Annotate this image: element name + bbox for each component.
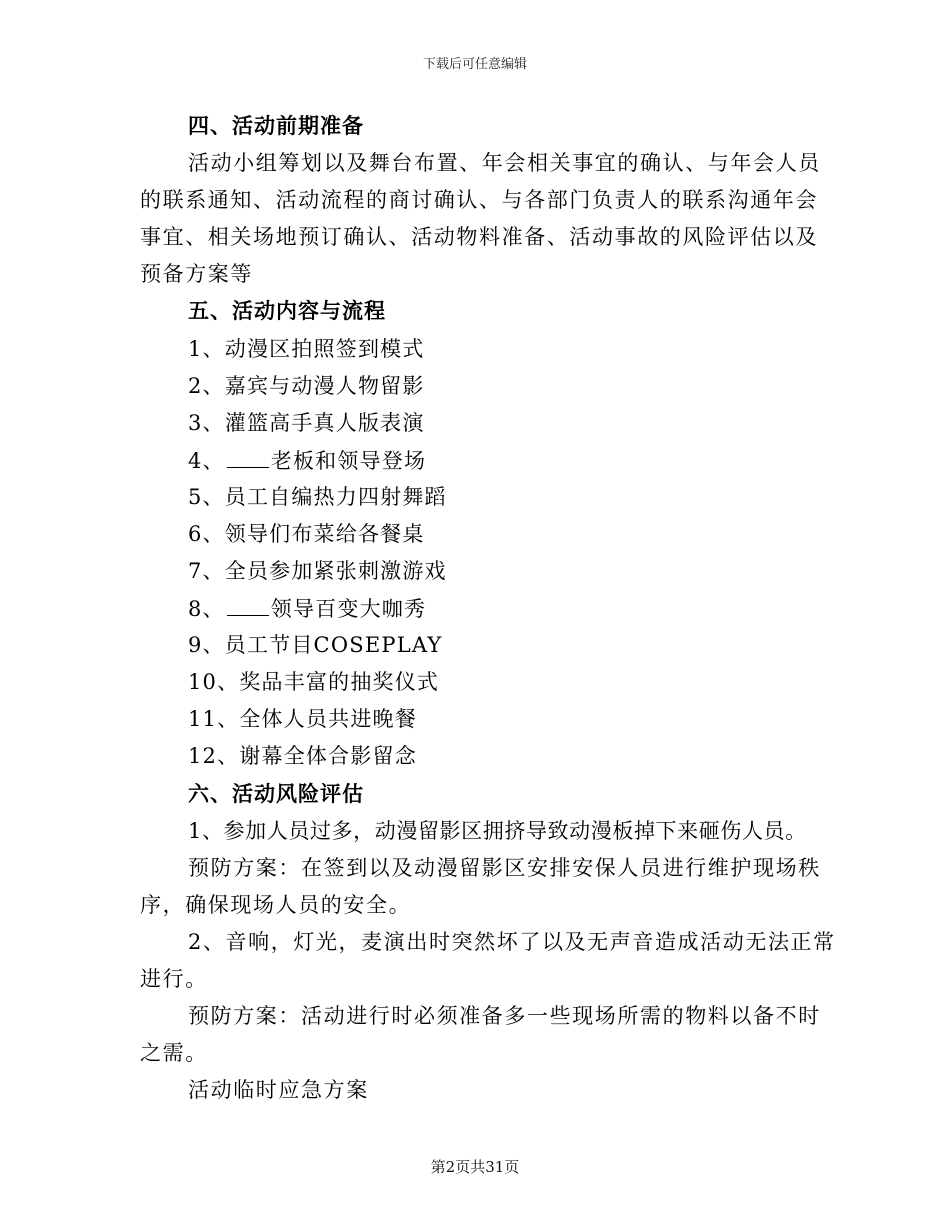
page-number-footer: 第2页共31页 bbox=[430, 1158, 520, 1176]
list-item: 9、员工节目COSEPLAY bbox=[188, 633, 443, 657]
list-item: 12、谢幕全体合影留念 bbox=[188, 744, 417, 768]
risk-item: 1、参加人员过多，动漫留影区拥挤导致动漫板掉下来砸伤人员。 bbox=[188, 819, 807, 843]
list-item: 10、奖品丰富的抽奖仪式 bbox=[188, 670, 440, 694]
risk-item-continuation: 进行。 bbox=[140, 967, 208, 991]
list-item: 1、动漫区拍照签到模式 bbox=[188, 337, 425, 361]
paragraph-line: 预备方案等 bbox=[140, 262, 253, 286]
list-item-text: 老板和领导登场 bbox=[270, 449, 427, 473]
paragraph-line: 活动小组筹划以及舞台布置、年会相关事宜的确认、与年会人员 bbox=[188, 151, 821, 175]
list-item bbox=[188, 595, 426, 622]
list-item: 5、员工自编热力四射舞蹈 bbox=[188, 485, 447, 509]
prevention-line: 预防方案：活动进行时必须准备多一些现场所需的物料以备不时 bbox=[188, 1004, 821, 1028]
fill-in-blank bbox=[227, 447, 269, 468]
section-heading-preparation: 四、活动前期准备 bbox=[188, 114, 364, 138]
list-item: 6、领导们布菜给各餐桌 bbox=[188, 522, 425, 546]
emergency-plan-title: 活动临时应急方案 bbox=[188, 1078, 369, 1102]
list-item: 3、灌篮高手真人版表演 bbox=[188, 411, 425, 435]
list-item: 2、嘉宾与动漫人物留影 bbox=[188, 374, 425, 398]
list-item-number: 8、 bbox=[188, 597, 225, 621]
prevention-line: 序，确保现场人员的安全。 bbox=[140, 893, 412, 917]
list-item: 11、全体人员共进晚餐 bbox=[188, 707, 417, 731]
list-item-text: 领导百变大咖秀 bbox=[270, 597, 427, 621]
list-item bbox=[188, 447, 426, 474]
prevention-line: 预防方案：在签到以及动漫留影区安排安保人员进行维护现场秩 bbox=[188, 856, 821, 880]
fill-in-blank bbox=[227, 595, 269, 616]
section-heading-risk-assessment: 六、活动风险评估 bbox=[188, 782, 364, 806]
prevention-line: 之需。 bbox=[140, 1041, 208, 1065]
list-item: 7、全员参加紧张刺激游戏 bbox=[188, 559, 447, 583]
paragraph-line: 的联系通知、活动流程的商讨确认、与各部门负责人的联系沟通年会 bbox=[140, 188, 818, 212]
section-heading-content-flow: 五、活动内容与流程 bbox=[188, 299, 386, 323]
paragraph-line: 事宜、相关场地预订确认、活动物料准备、活动事故的风险评估以及 bbox=[140, 225, 818, 249]
list-item-number: 4、 bbox=[188, 449, 225, 473]
risk-item: 2、音响，灯光，麦演出时突然坏了以及无声音造成活动无法正常 bbox=[188, 930, 836, 954]
page-header: 下载后可任意编辑 bbox=[422, 57, 527, 72]
